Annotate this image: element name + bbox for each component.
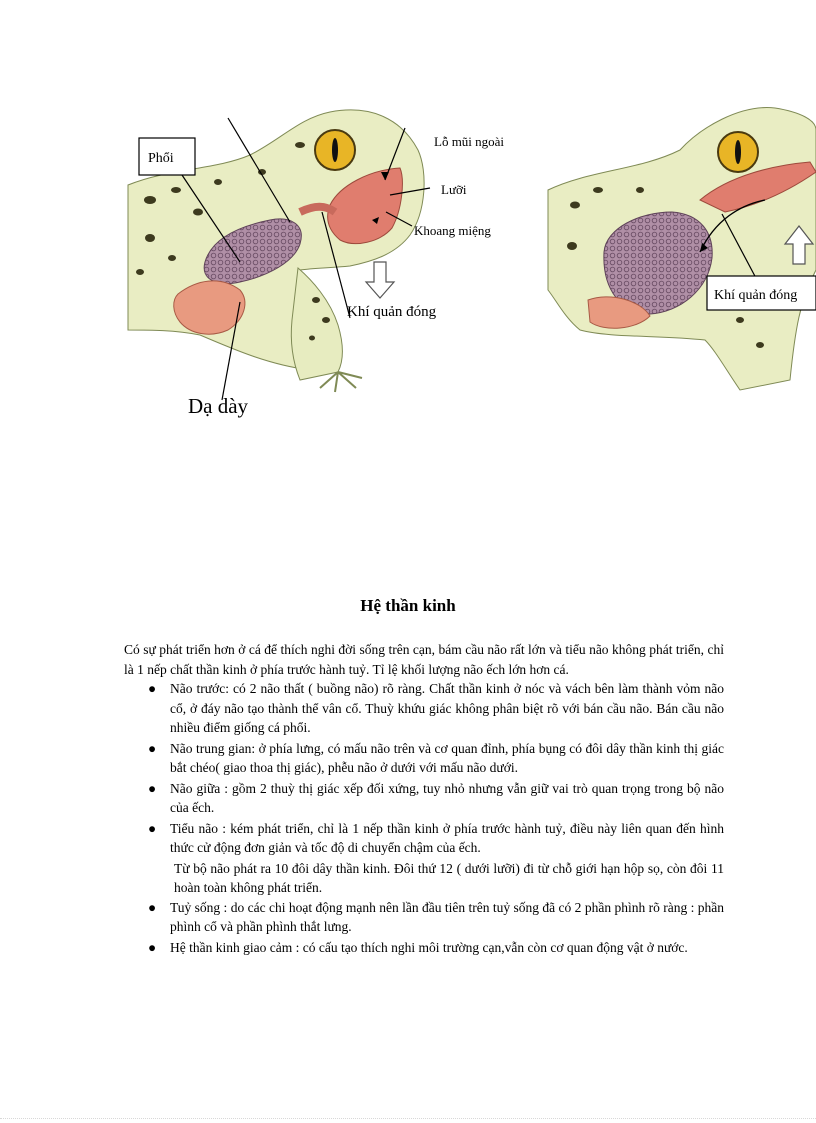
bullet-list <box>124 679 724 858</box>
list-item: ● Não trung gian: ở phía lưng, có mấu não trên và cơ quan đỉnh, phía bụng có đôi dây thần kinh thị giác bắt chéo( giao thoa thị giác), phễu não ở dưới với mấu não dưới. <box>148 740 724 775</box>
nerve-note: Từ bộ não phát ra 10 đôi dây thần kinh. Đôi thứ 12 ( dưới lưỡi) đi từ chỗ giới hạn hộp sọ, còn đôi 11 hoàn toàn không phát triển. <box>174 860 724 895</box>
section-body <box>124 640 724 958</box>
section-title: Hệ thần kinh <box>360 596 456 615</box>
external-nostril-label: Lỗ mũi ngoài <box>434 134 505 149</box>
bullet-icon: ● <box>148 939 157 955</box>
lung-label: Phổi <box>148 151 174 166</box>
frog-diagram <box>0 95 816 440</box>
mouth-cavity-label: Khoang miệng <box>414 223 491 238</box>
bullet-icon: ● <box>148 740 157 756</box>
bullet-icon: ● <box>148 780 157 796</box>
trachea-closed-label-right: Khí quản đóng <box>714 288 798 303</box>
intro-paragraph: Có sự phát triển hơn ở cá để thích nghi đời sống trên cạn, bám cầu não rất lớn và tiểu não không phát triển, chỉ là 1 nếp chất thần kinh ở phía trước hành tuỷ. Tỉ lệ khối lượng não ếch lớn hơn cá. <box>124 642 724 677</box>
list-item: ● Não trước: có 2 não thất ( buồng não) rõ ràng. Chất thần kinh ở nóc và vách bên làm thành vỏm não cổ, ở đáy não tạo thành thể vân cổ. Thuỳ khứu giác không phân biệt rõ với bán cầu não. Bán cầu não nhiều điểm giống cá phổi. <box>148 681 724 735</box>
stomach-label: Dạ dày <box>188 394 249 418</box>
list-item: ● Hệ thần kinh giao cảm : có cấu tạo thích nghi môi trường cạn,vẫn còn cơ quan động vật ở nước. <box>124 938 724 958</box>
trachea-closed-label-left: Khí quản đóng <box>347 304 437 320</box>
list-item: ● Não giữa : gồm 2 thuỳ thị giác xếp đối xứng, tuy nhỏ nhưng vẫn giữ vai trò quan trọng trong bộ não của ếch. <box>148 780 724 815</box>
left-arrow-down-icon <box>366 262 394 298</box>
bullet-list-2 <box>124 898 724 958</box>
list-item: ● Tuỷ sống : do các chi hoạt động mạnh nên lần đầu tiên trên tuỷ sống đã có 2 phần phình rõ ràng : phần phình cổ và phần phình thắt lưng. <box>148 899 724 934</box>
right-frog <box>548 108 816 390</box>
bullet-icon: ● <box>148 820 157 836</box>
list-item: ● Tiểu não : kém phát triển, chỉ là 1 nếp thần kinh ở phía trước hành tuỷ, điều này liên quan đến hình thức cử động đơn giản và tốc độ di chuyển chậm của ếch. <box>148 820 724 855</box>
page-bottom-divider <box>0 1118 816 1119</box>
tongue-label: Lưỡi <box>441 182 467 197</box>
bullet-icon: ● <box>148 899 157 915</box>
left-frog-leg <box>291 268 342 380</box>
frog-respiration-figure <box>0 95 816 440</box>
bullet-icon: ● <box>148 681 157 696</box>
